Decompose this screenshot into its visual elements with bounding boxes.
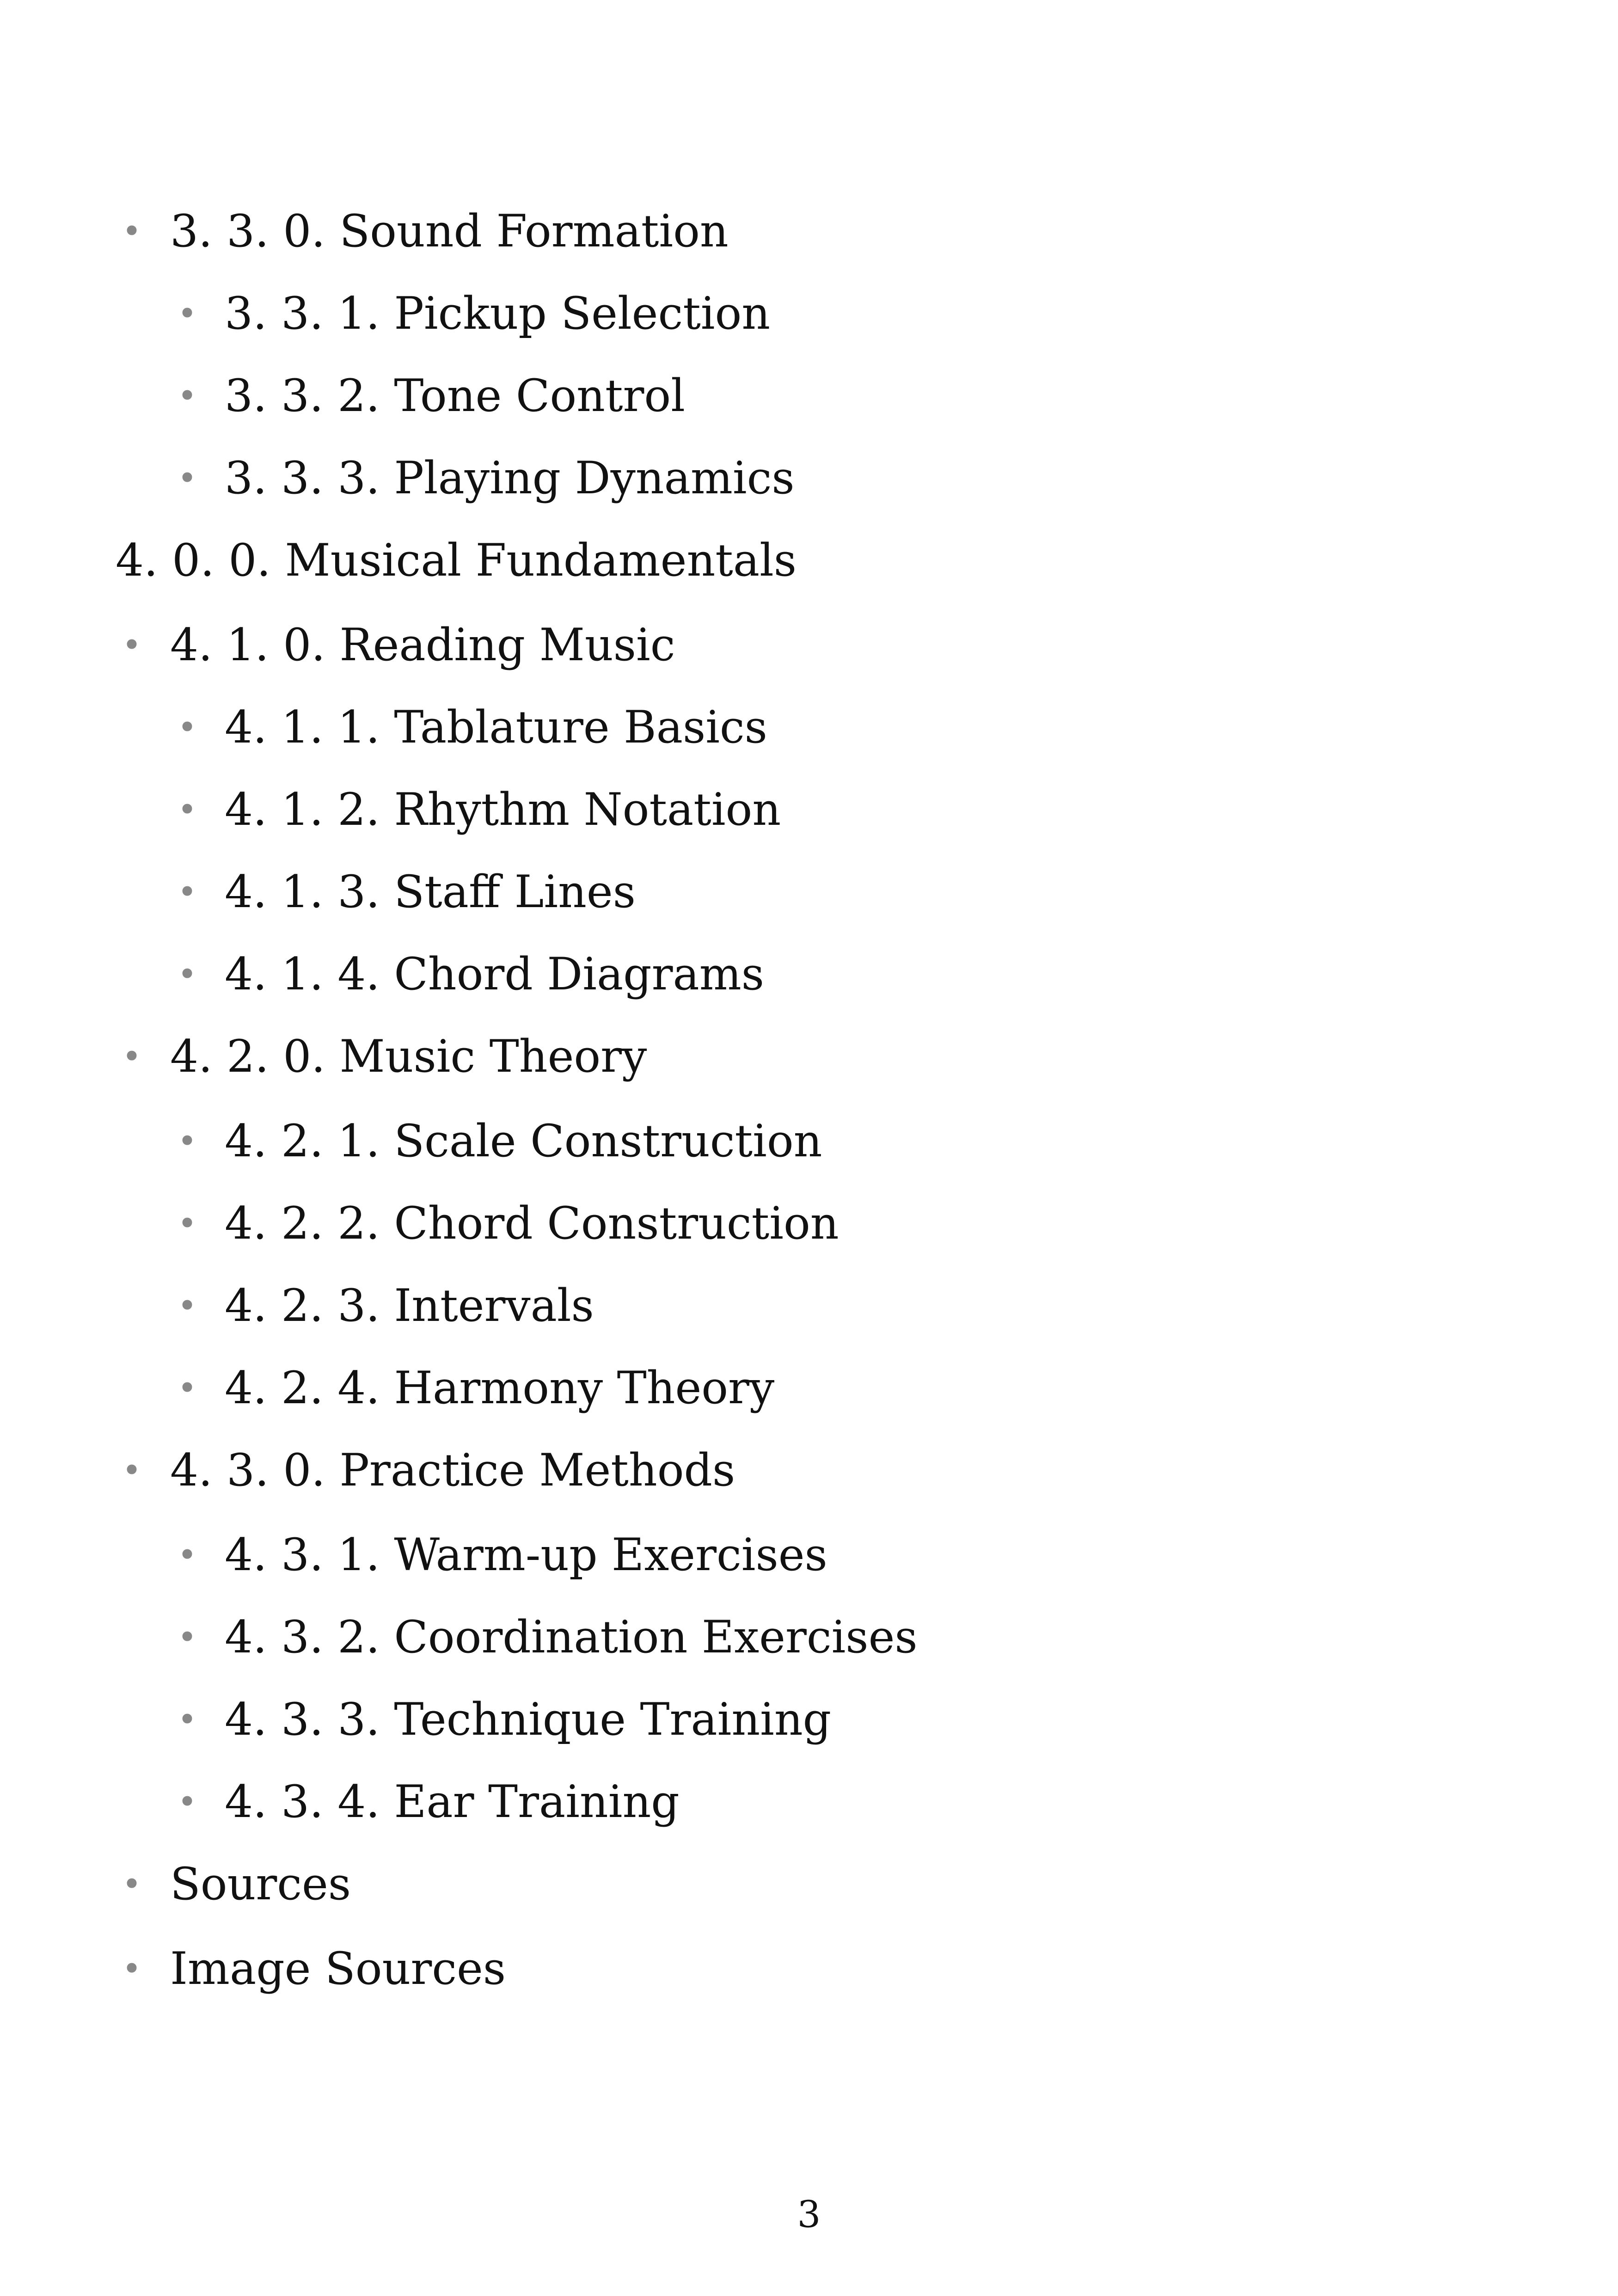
toc-entry-label[interactable]: 3. 3. 1. Pickup Selection (225, 288, 771, 339)
toc-entry[interactable] (0, 1842, 1479, 1926)
toc-entry[interactable] (0, 190, 1479, 273)
toc-entry[interactable] (0, 354, 1479, 437)
bullet-icon: • (177, 376, 197, 415)
toc-entry[interactable] (0, 519, 1479, 602)
bullet-icon: • (177, 790, 197, 829)
bullet-icon: • (177, 872, 197, 911)
bullet-icon: • (177, 1286, 197, 1325)
toc-entry-label[interactable]: 4. 1. 4. Chord Diagrams (225, 948, 765, 1000)
toc-entry-label[interactable]: 4. 2. 2. Chord Construction (225, 1197, 839, 1249)
bullet-icon: • (122, 212, 142, 251)
bullet-icon: • (177, 955, 197, 994)
toc-entry-label[interactable]: 4. 1. 0. Reading Music (170, 619, 675, 671)
page-number: 3 (797, 2193, 821, 2236)
toc-entry[interactable] (0, 1596, 1479, 1679)
toc-entry[interactable] (0, 436, 1479, 520)
toc-entry[interactable] (0, 1429, 1479, 1512)
toc-entry-label[interactable]: 4. 1. 3. Staff Lines (225, 866, 636, 918)
bullet-icon: • (177, 1535, 197, 1574)
toc-entry[interactable] (0, 1927, 1479, 2010)
toc-entry-label[interactable]: 4. 3. 4. Ear Training (225, 1776, 680, 1828)
toc-entry-label[interactable]: 4. 2. 0. Music Theory (170, 1031, 647, 1082)
toc-entry[interactable] (0, 603, 1479, 687)
bullet-icon: • (177, 1700, 197, 1739)
toc-entry[interactable] (0, 272, 1479, 355)
bullet-icon: • (122, 1865, 142, 1903)
bullet-icon: • (177, 294, 197, 333)
toc-entry-label[interactable]: 4. 2. 4. Harmony Theory (225, 1362, 775, 1414)
bullet-icon: • (122, 1949, 142, 1988)
bullet-icon: • (122, 1037, 142, 1076)
bullet-icon: • (122, 1451, 142, 1490)
toc-entry[interactable] (0, 1099, 1479, 1183)
toc-entry[interactable] (0, 1678, 1479, 1761)
toc-entry[interactable] (0, 1264, 1479, 1347)
toc-entry[interactable] (0, 686, 1479, 769)
bullet-icon: • (177, 1122, 197, 1160)
toc-entry-label[interactable]: 4. 3. 2. Coordination Exercises (225, 1611, 918, 1663)
toc-entry-label[interactable]: 4. 3. 1. Warm-up Exercises (225, 1529, 827, 1581)
toc-entry[interactable] (0, 768, 1479, 851)
toc-entry-label[interactable]: 4. 2. 3. Intervals (225, 1280, 594, 1332)
toc-entry[interactable] (0, 1346, 1479, 1430)
toc-entry-label[interactable]: 4. 1. 2. Rhythm Notation (225, 784, 781, 835)
toc-entry-label[interactable]: 4. 1. 1. Tablature Basics (225, 701, 767, 753)
toc-entry-label[interactable]: Sources (170, 1858, 351, 1910)
bullet-icon: • (177, 708, 197, 747)
bullet-icon: • (177, 1204, 197, 1243)
toc-entry[interactable] (0, 850, 1479, 933)
bullet-icon: • (177, 1782, 197, 1821)
toc-entry[interactable] (0, 1760, 1479, 1843)
bullet-icon: • (177, 1618, 197, 1657)
toc-entry-label[interactable]: 3. 3. 3. Playing Dynamics (225, 452, 795, 504)
toc-entry-label[interactable]: 3. 3. 2. Tone Control (225, 370, 685, 422)
toc-entry[interactable] (0, 1182, 1479, 1265)
bullet-icon: • (122, 626, 142, 664)
bullet-icon: • (177, 1369, 197, 1407)
toc-entry-label[interactable]: 4. 3. 0. Practice Methods (170, 1444, 735, 1496)
toc-entry-label[interactable]: 4. 0. 0. Musical Fundamentals (116, 534, 797, 586)
bullet-icon: • (177, 459, 197, 497)
toc-entry-label[interactable]: 4. 2. 1. Scale Construction (225, 1115, 822, 1167)
toc-entry-label[interactable]: Image Sources (170, 1943, 506, 1995)
toc-entry[interactable] (0, 1015, 1479, 1098)
toc-entry[interactable] (0, 933, 1479, 1016)
toc-entry-label[interactable]: 3. 3. 0. Sound Formation (170, 205, 729, 257)
toc-entry[interactable] (0, 1513, 1479, 1596)
toc-entry-label[interactable]: 4. 3. 3. Technique Training (225, 1694, 832, 1745)
